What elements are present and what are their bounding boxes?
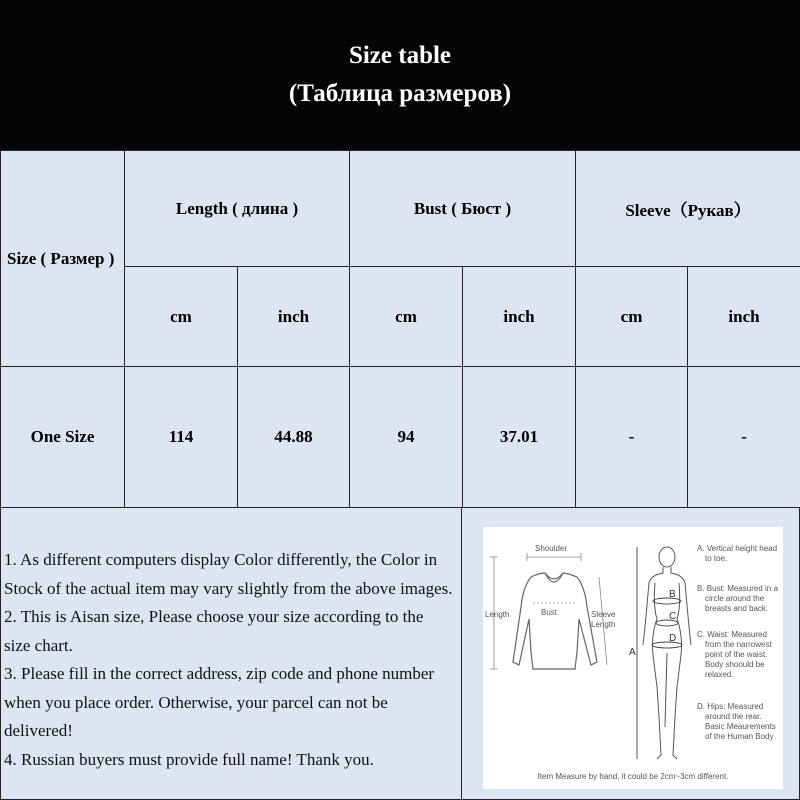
page-subtitle: (Таблица размеров) — [288, 80, 512, 107]
desc-b-line: breasts and back. — [705, 604, 769, 613]
note-line: delivered! — [4, 721, 73, 740]
desc-a-line: to toe. — [705, 554, 728, 563]
length-inch-cell: 44.88 — [238, 367, 350, 508]
unit-header-cm: cm — [125, 267, 238, 367]
sleeve-inch-cell: - — [688, 367, 800, 508]
size-table — [0, 150, 800, 508]
label-b: B — [669, 589, 676, 600]
bust-cm-cell: 94 — [350, 367, 463, 508]
length-label: Length — [485, 610, 510, 619]
note-line: when you place order. Otherwise, your parcel can not be — [4, 692, 388, 712]
label-a: A — [629, 647, 636, 658]
desc-b-line: circle around the — [705, 594, 765, 603]
measurement-illustration — [483, 527, 783, 789]
unit-header-inch: inch — [238, 267, 350, 367]
size-column-header: Size ( Размер ) — [1, 151, 125, 367]
unit-header-inch: inch — [463, 267, 576, 367]
unit-header-inch: inch — [688, 267, 800, 367]
sleeve-group-header: Sleeve（Рукав） — [576, 151, 800, 267]
unit-header-cm: cm — [350, 267, 463, 367]
garment-outline — [513, 573, 597, 669]
note-line: 4. Russian buyers must provide full name! Thank you. — [4, 749, 374, 769]
unit-header-cm: cm — [576, 267, 688, 367]
header-banner — [0, 0, 800, 150]
desc-d-line: of the Human Body — [705, 732, 774, 741]
label-c: C — [669, 611, 677, 622]
note-line: size chart. — [4, 635, 73, 655]
shoulder-label: Shoulder — [535, 544, 568, 553]
desc-b-line: B. Bust: Measured in a — [697, 584, 778, 593]
measure-footnote: Item Measure by hand, it could be 2cm~3cm different. — [537, 772, 729, 781]
note-line: 1. As different computers display Color differently, the Color in — [4, 550, 438, 569]
sleeve-label-line1: Sleeve — [591, 610, 616, 619]
bust-label: Bust — [541, 608, 558, 617]
desc-a-line: A. Vertical height head — [697, 544, 778, 553]
length-cm-cell: 114 — [125, 367, 238, 508]
page-title: Size table — [348, 42, 452, 69]
note-line: 2. This is Aisan size, Please choose your size according to the — [4, 607, 424, 626]
sleeve-cm-cell: - — [576, 367, 688, 508]
label-d: D — [669, 633, 677, 644]
desc-d-line: around the rear. — [705, 712, 762, 721]
notes-panel — [0, 507, 462, 800]
sleeve-label-line2: Length — [591, 620, 616, 629]
desc-d-line: D. Hips: Measured — [697, 702, 764, 711]
desc-c-line: point of the waist. — [705, 650, 768, 659]
desc-d-line: Basic Meaurements — [705, 722, 776, 731]
measurement-guide-panel — [462, 507, 800, 800]
note-line: Stock of the actual item may vary slightly from the above images. — [4, 578, 453, 598]
measurement-diagram — [483, 527, 783, 789]
body-figure-icon — [643, 547, 691, 759]
bust-group-header: Bust ( Бюст ) — [350, 151, 576, 267]
desc-c-line: from the narrowest — [705, 640, 772, 649]
table-row — [1, 367, 800, 508]
desc-c-line: C. Waist: Measured — [697, 630, 767, 639]
desc-c-line: relaxed. — [705, 670, 734, 679]
size-cell: One Size — [1, 367, 125, 508]
length-group-header: Length ( длина ) — [125, 151, 350, 267]
bust-inch-cell: 37.01 — [463, 367, 576, 508]
desc-c-line: Body shoould be — [705, 660, 765, 669]
note-line: 3. Please fill in the correct address, zip code and phone number — [4, 664, 435, 683]
